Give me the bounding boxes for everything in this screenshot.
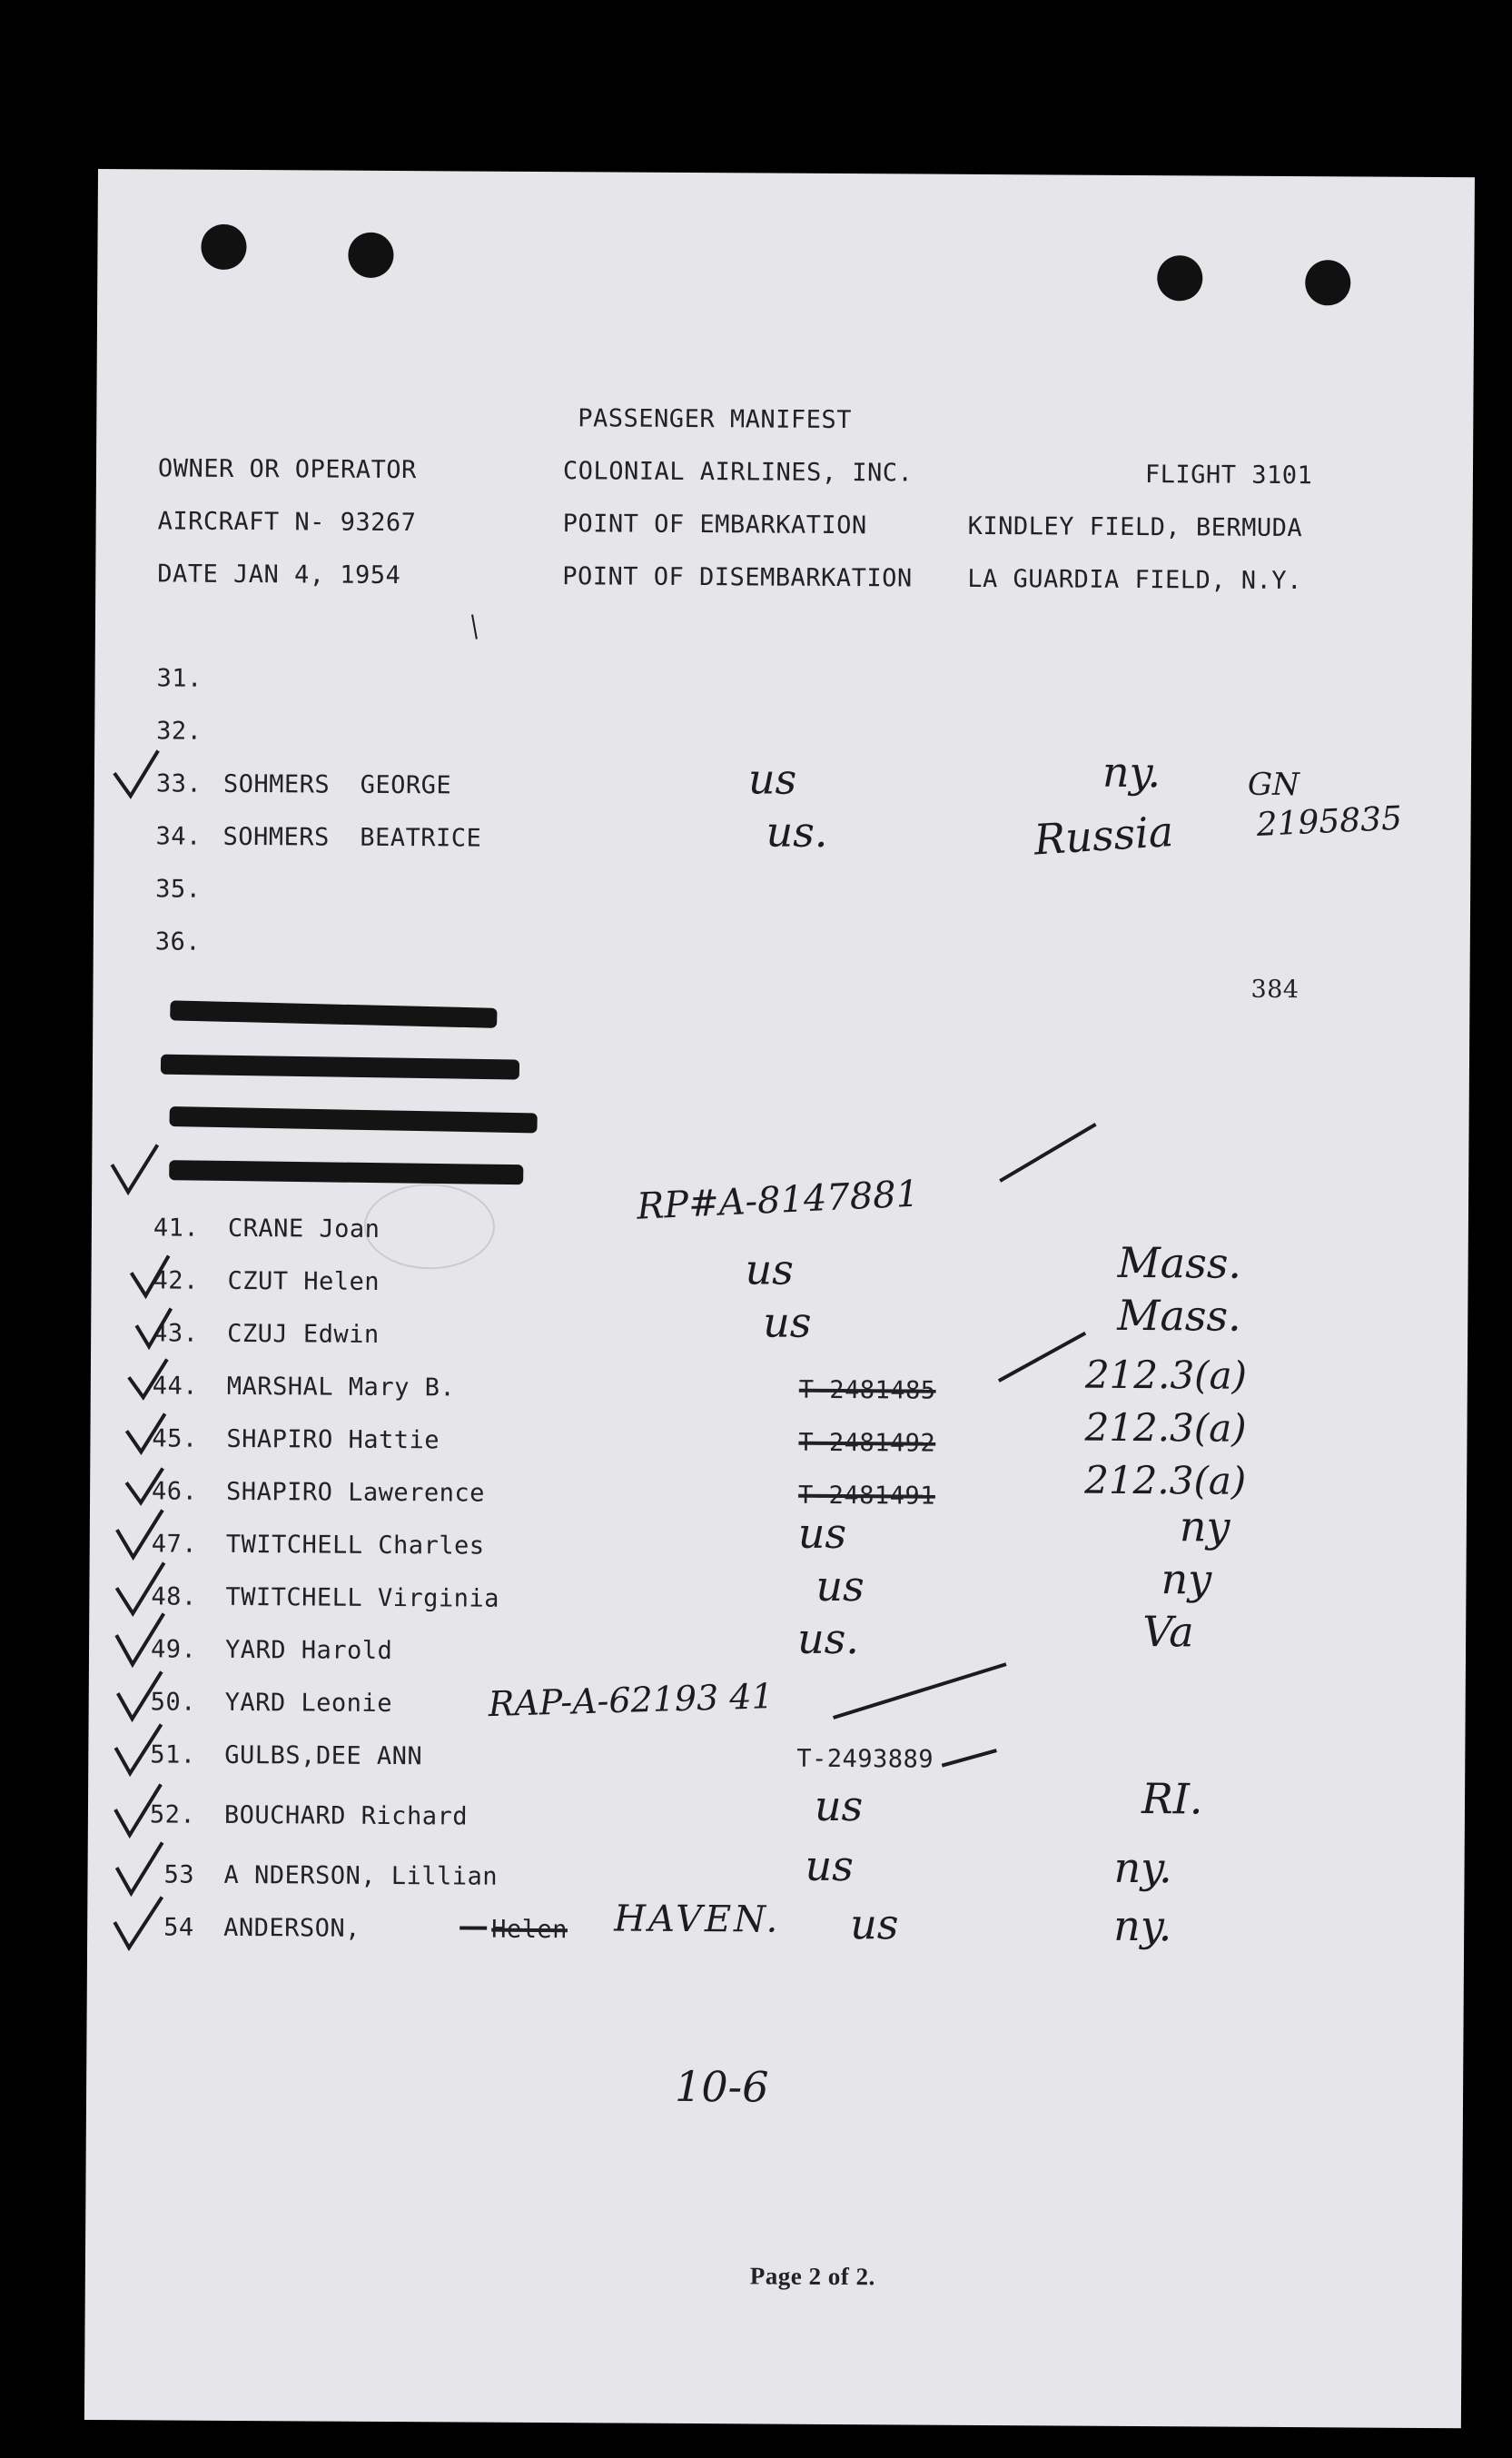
handwriting-note: RAP-A-62193 41	[488, 1676, 775, 1725]
passenger-name: YARD Leonie	[224, 1688, 393, 1719]
passenger-name: TWITCHELL Virginia	[225, 1582, 500, 1613]
handwriting-note: us	[747, 754, 797, 804]
row-number: 42.	[153, 1266, 199, 1295]
handwriting-note: Russia	[1032, 806, 1175, 865]
handwriting-note: Va	[1142, 1607, 1194, 1657]
handwriting-note: Mass.	[1117, 1237, 1242, 1288]
row-number: 51.	[150, 1740, 196, 1769]
flight-number: FLIGHT 3101	[1144, 461, 1313, 491]
row-number: 54	[163, 1913, 194, 1942]
row-number: 34.	[155, 822, 202, 851]
handwriting-note: 212.3(a)	[1084, 1404, 1247, 1451]
row-number: 31.	[156, 664, 203, 693]
alien-code-44: T-2481485	[798, 1375, 936, 1405]
handwriting-note: us	[850, 1899, 899, 1949]
embark-value: KINDLEY FIELD, BERMUDA	[967, 511, 1303, 543]
row-number: 32.	[156, 717, 203, 746]
row-number: 50.	[150, 1688, 197, 1717]
passenger-name: A NDERSON, Lillian	[223, 1860, 499, 1891]
row-number: 47.	[151, 1530, 198, 1559]
handwriting-note: us.	[766, 807, 828, 857]
stamp-number: 384	[1250, 975, 1300, 1005]
handwriting-note: us	[814, 1780, 864, 1831]
row-number: 52.	[149, 1800, 196, 1829]
passenger-name: SHAPIRO Hattie	[226, 1424, 440, 1455]
checkmark-icon	[116, 1613, 163, 1664]
handwriting-note: ny.	[1102, 747, 1161, 798]
pen-stroke	[834, 1663, 1006, 1719]
row-number: 48.	[151, 1582, 197, 1611]
passenger-name: CRANE Joan	[227, 1214, 380, 1244]
checkmark-icon	[112, 1145, 157, 1192]
checkmark-icon	[116, 1562, 163, 1613]
passenger-name: TWITCHELL Charles	[225, 1530, 485, 1561]
handwriting-note: ny.	[1113, 1900, 1172, 1951]
pen-stroke	[999, 1333, 1085, 1382]
checkmark-icon	[129, 1359, 167, 1397]
row-number: 46.	[152, 1477, 198, 1506]
row-number: 44.	[152, 1372, 199, 1401]
owner-label: OWNER OR OPERATOR	[157, 454, 417, 485]
passenger-name: SOHMERS BEATRICE	[222, 822, 482, 853]
handwriting-note: ny	[1161, 1554, 1212, 1604]
handwriting-note: us	[763, 1297, 812, 1347]
row-number: 45.	[152, 1424, 198, 1453]
passenger-name: CZUJ Edwin	[227, 1319, 380, 1349]
owner-value: COLONIAL AIRLINES, INC.	[562, 457, 914, 488]
passenger-name: GULBS,DEE ANN	[224, 1740, 423, 1771]
handwriting-note: us	[745, 1244, 795, 1294]
checkmark-icon	[131, 1255, 168, 1295]
passenger-name: CZUT Helen	[227, 1266, 380, 1296]
pen-stroke	[472, 615, 477, 639]
manifest-page	[84, 169, 1475, 2428]
handwriting-note: GN	[1247, 766, 1300, 804]
pen-stroke	[942, 1750, 996, 1766]
pen-marks	[84, 169, 1475, 2428]
row-number: 35.	[155, 875, 202, 904]
checkmark-icon	[115, 1784, 161, 1835]
handwriting-note: 2195835	[1255, 799, 1403, 844]
flight-date: DATE JAN 4, 1954	[157, 560, 401, 590]
handwriting-note: us	[797, 1508, 847, 1559]
handwriting-note: RI.	[1141, 1774, 1203, 1824]
row-number: 41.	[153, 1214, 200, 1243]
disembark-value: LA GUARDIA FIELD, N.Y.	[967, 564, 1302, 596]
passenger-name: ANDERSON,	[223, 1913, 361, 1943]
row-number: 36.	[154, 927, 202, 956]
handwriting-note: us	[805, 1840, 855, 1891]
row-number: 49.	[150, 1635, 197, 1664]
page-title: PASSENGER MANIFEST	[578, 404, 853, 435]
passenger-name: BOUCHARD Richard	[223, 1800, 469, 1831]
handwriting-note: HAVEN.	[614, 1898, 781, 1941]
handwriting-note: Mass.	[1117, 1290, 1241, 1341]
checkmark-icon	[115, 1724, 161, 1773]
checkmark-icon	[136, 1308, 171, 1346]
pen-stroke	[1000, 1124, 1095, 1182]
checkmark-icon	[126, 1468, 163, 1502]
embark-label: POINT OF EMBARKATION	[562, 510, 867, 540]
handwriting-note: 212.3(a)	[1084, 1457, 1247, 1503]
checkmark-icon	[126, 1413, 164, 1452]
row-number: 53	[163, 1860, 195, 1889]
row-number: 33.	[155, 769, 203, 798]
aircraft-number: AIRCRAFT N- 93267	[157, 507, 417, 538]
alien-code-45: T-2481492	[798, 1428, 936, 1458]
alien-code-46: T-2481491	[797, 1481, 935, 1511]
checkmark-icon	[114, 1897, 162, 1948]
handwriting-note: 10-6	[674, 2061, 769, 2112]
checkmark-icon	[117, 1510, 163, 1557]
checkmark-icon	[116, 1842, 162, 1893]
handwriting-note: ny.	[1113, 1842, 1172, 1893]
page-footer: Page 2 of 2.	[749, 2262, 875, 2291]
handwriting-note: ny	[1179, 1502, 1230, 1551]
alien-code-51: T-2493889	[796, 1744, 934, 1774]
handwriting-note: RP#A-8147881	[636, 1173, 921, 1228]
handwriting-note: us.	[796, 1613, 860, 1664]
row-number: 43.	[153, 1319, 199, 1348]
checkmark-icon	[114, 750, 158, 796]
handwriting-note: 212.3(a)	[1084, 1352, 1248, 1398]
handwriting-note: us	[815, 1561, 865, 1611]
passenger-name: YARD Harold	[224, 1635, 393, 1666]
passenger-name: SHAPIRO Lawerence	[226, 1477, 486, 1508]
passenger-name: SOHMERS GEORGE	[222, 769, 452, 800]
passenger-name: MARSHAL Mary B.	[226, 1372, 456, 1402]
disembark-label: POINT OF DISEMBARKATION	[562, 562, 913, 593]
struck-name: Helen	[491, 1915, 568, 1945]
checkmark-icon	[118, 1671, 162, 1719]
